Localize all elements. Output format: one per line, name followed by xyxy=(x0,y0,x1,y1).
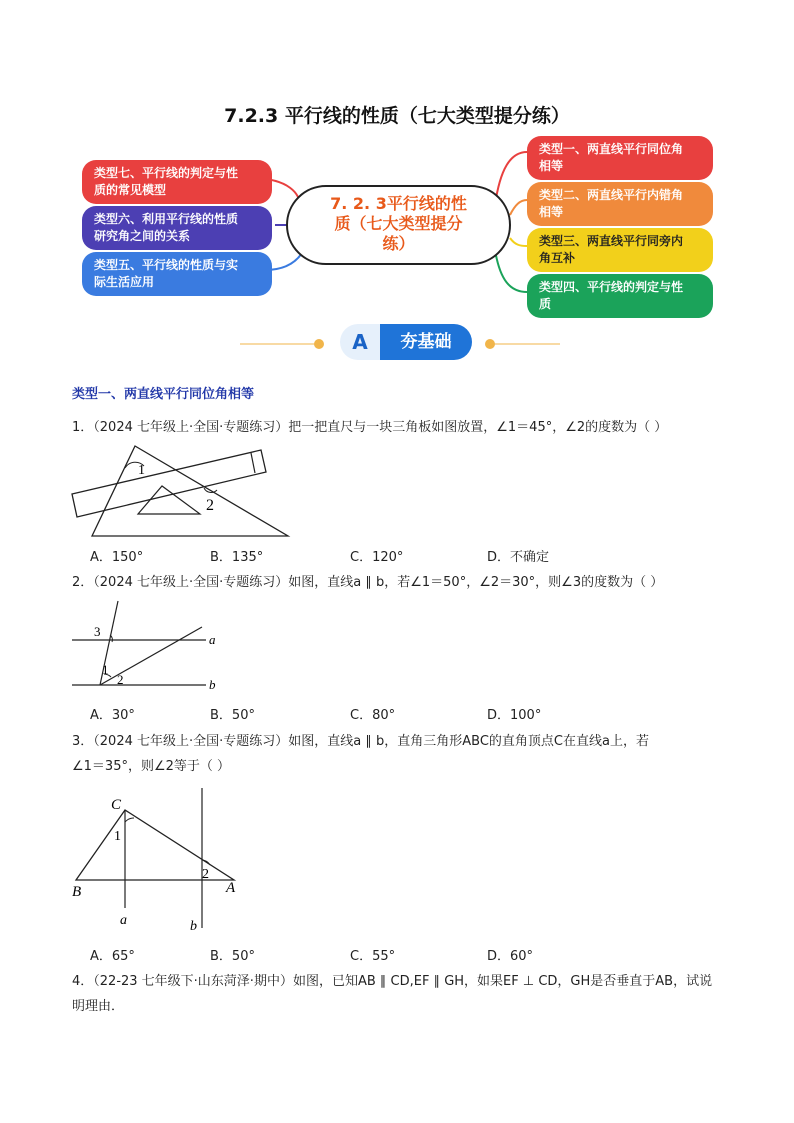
q2-option-c: C．80° xyxy=(350,708,396,723)
q3-option-a: A．65° xyxy=(90,949,135,964)
q2-option-d: D．100° xyxy=(487,708,542,723)
question-1-stem: 1．（2024 七年级上·全国·专题练习）把一把直尺与一块三角板如图放置，∠1＝45°，∠2的度数为（ ） xyxy=(72,420,668,435)
question-4-stem: 4．（22-23 七年级下·山东菏泽·期中）如图，已知AB ∥ CD,EF ∥ GH，如果EF ⊥ CD，GH是否垂直于AB，试说 明理由． xyxy=(72,974,713,1014)
q1-option-b: B．135° xyxy=(210,550,264,565)
q3-option-c: C．55° xyxy=(350,949,396,964)
q3-label-c: C xyxy=(111,797,122,813)
mindmap-node-type7: 类型七、平行线的判定与性 质的常见模型 xyxy=(82,160,272,204)
question-1-figure xyxy=(68,443,298,543)
q3-label-b-vertex: B xyxy=(72,884,82,900)
q2-label-1: 1 xyxy=(102,662,109,677)
q2-label-b: b xyxy=(209,677,216,692)
mindmap-node-type6: 类型六、利用平行线的性质 研究角之间的关系 xyxy=(82,206,272,250)
q3-label-line-a: a xyxy=(120,913,127,928)
q1-option-a: A．150° xyxy=(90,550,144,565)
section-letter: A xyxy=(340,324,380,360)
q2-label-a: a xyxy=(209,632,216,647)
section-a-header xyxy=(340,324,472,360)
q2-option-b: B．50° xyxy=(210,708,255,723)
q2-option-a: A．30° xyxy=(90,708,135,723)
q3-option-b: B．50° xyxy=(210,949,255,964)
type-heading: 类型一、两直线平行同位角相等 xyxy=(72,387,255,402)
question-3-figure xyxy=(68,788,248,938)
section-label: 夯基础 xyxy=(380,324,472,360)
q3-label-line-b: b xyxy=(190,919,197,934)
q3-option-d: D．60° xyxy=(487,949,534,964)
q3-label-a-vertex: A xyxy=(226,880,236,896)
mindmap-node-type3: 类型三、两直线平行同旁内 角互补 xyxy=(527,228,713,272)
mindmap-node-type5: 类型五、平行线的性质与实 际生活应用 xyxy=(82,252,272,296)
page-title: 7.2.3 平行线的性质（七大类型提分练） xyxy=(224,105,570,127)
mindmap-node-type4: 类型四、平行线的判定与性 质 xyxy=(527,274,713,318)
q3-label-1: 1 xyxy=(114,829,121,844)
q2-label-2: 2 xyxy=(117,672,124,687)
mindmap-center: 7. 2. 3平行线的性 质（七大类型提分 练） xyxy=(286,185,511,265)
q2-label-3: 3 xyxy=(94,624,101,639)
question-3-stem: 3．（2024 七年级上·全国·专题练习）如图，直线a ∥ b，直角三角形ABC的直角顶点C在直线a上，若 ∠1＝35°，则∠2等于（ ） xyxy=(72,734,649,774)
q1-option-d: D．不确定 xyxy=(487,550,550,565)
question-2-figure xyxy=(68,597,228,697)
question-2-stem: 2．（2024 七年级上·全国·专题练习）如图，直线a ∥ b，若∠1＝50°，∠2＝30°，则∠3的度数为（ ） xyxy=(72,575,664,590)
q1-label-2: 2 xyxy=(206,497,214,514)
mindmap-node-type1: 类型一、两直线平行同位角 相等 xyxy=(527,136,713,180)
q1-option-c: C．120° xyxy=(350,550,404,565)
q1-label-1: 1 xyxy=(138,463,145,478)
mindmap-node-type2: 类型二、两直线平行内错角 相等 xyxy=(527,182,713,226)
q3-label-2: 2 xyxy=(202,867,209,882)
